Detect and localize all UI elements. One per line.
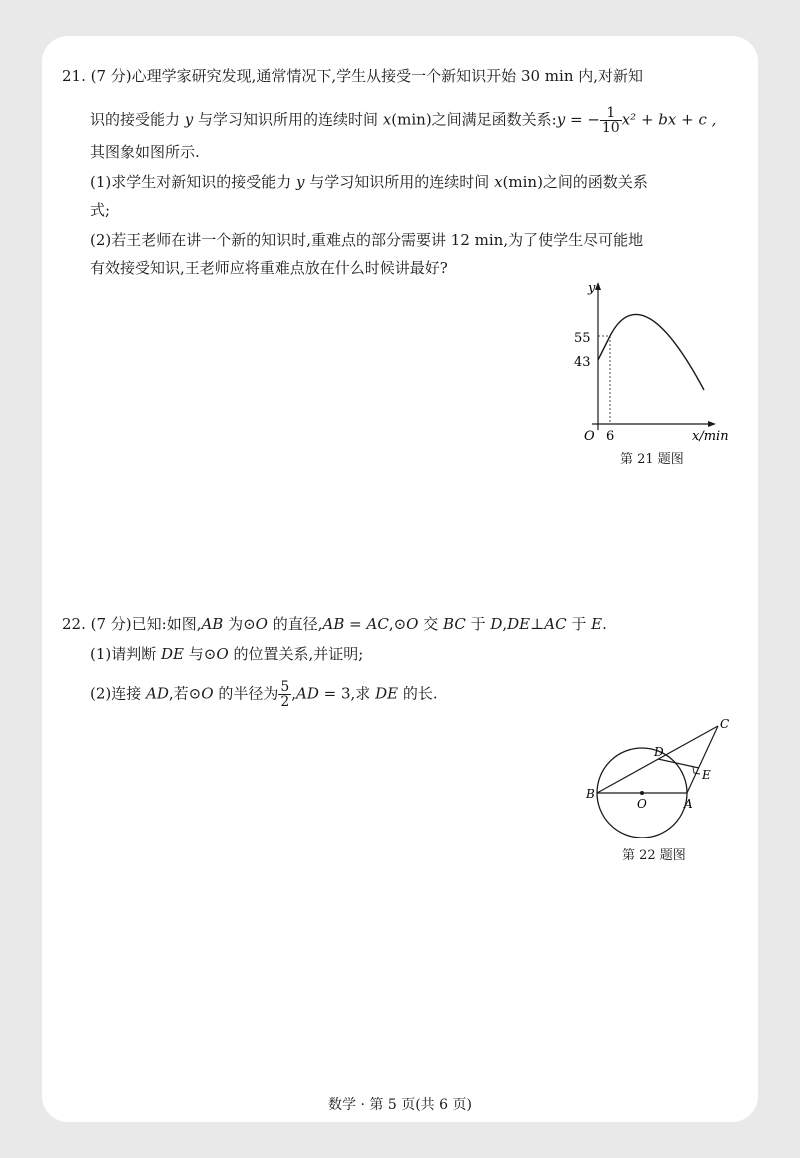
label-a: A [684, 797, 693, 811]
q21-part1-cont: 式; [90, 201, 111, 219]
linear-segment [598, 336, 610, 360]
q21-graph [562, 280, 738, 446]
tick-label-43: 43 [574, 355, 591, 370]
q21-line1: 21. (7 分)心理学家研究发现,通常情况下,学生从接受一个新知识开始 30 min 内,对新知 [62, 67, 644, 85]
y-axis-arrow [595, 282, 601, 290]
tick-label-55: 55 [574, 331, 591, 346]
segment-ac [687, 726, 718, 793]
x-axis-arrow [708, 421, 716, 427]
q21-line2: 识的接受能力 y 与学习知识所用的连续时间 x(min)之间满足函数关系:y = − $\frac{1}{10}$ x² + bx + c , [90, 105, 717, 136]
exam-page [42, 36, 758, 1122]
q22-part2: (2)连接 AD,若⊙O 的半径为 $\frac{5}{2}$ ,AD = 3,求 DE 的长. [90, 679, 438, 710]
q22-caption: 第 22 题图 [622, 848, 686, 863]
q21-part2-cont: 有效接受知识,王老师应将重难点放在什么时候讲最好? [90, 259, 448, 277]
q22-part1: (1)请判断 DE 与⊙O 的位置关系,并证明; [90, 645, 364, 663]
label-o: O [637, 797, 647, 811]
q21-fraction: $\frac{1}{10}$ [601, 105, 620, 136]
q21-part2: (2)若王老师在讲一个新的知识时,重难点的部分需要讲 12 min,为了使学生尽可能地 [90, 231, 644, 249]
q22-fraction: $\frac{5}{2}$ [280, 679, 290, 710]
label-e: E [702, 768, 711, 782]
segment-bc [597, 726, 718, 793]
label-d: D [654, 745, 664, 759]
parabola-curve [610, 314, 704, 390]
q21-caption: 第 21 题图 [620, 452, 684, 467]
axis-label-y: y [588, 281, 596, 296]
q21-part1: (1)求学生对新知识的接受能力 y 与学习知识所用的连续时间 x(min)之间的函数关系 [90, 173, 648, 191]
origin-label: O [584, 429, 595, 444]
label-b: B [586, 787, 595, 801]
q21-line3: 其图象如图所示. [90, 143, 200, 161]
center-dot [640, 791, 644, 795]
tick-label-6: 6 [606, 429, 615, 444]
page-footer: 数学 · 第 5 页(共 6 页) [328, 1097, 472, 1113]
axis-label-x: x/min [692, 429, 729, 444]
q22-line1: 22. (7 分)已知:如图,AB 为⊙O 的直径,AB = AC,⊙O 交 BC 于 D,DE⊥AC 于 E. [62, 615, 607, 633]
q22-figure [586, 718, 736, 838]
label-c: C [720, 718, 730, 731]
